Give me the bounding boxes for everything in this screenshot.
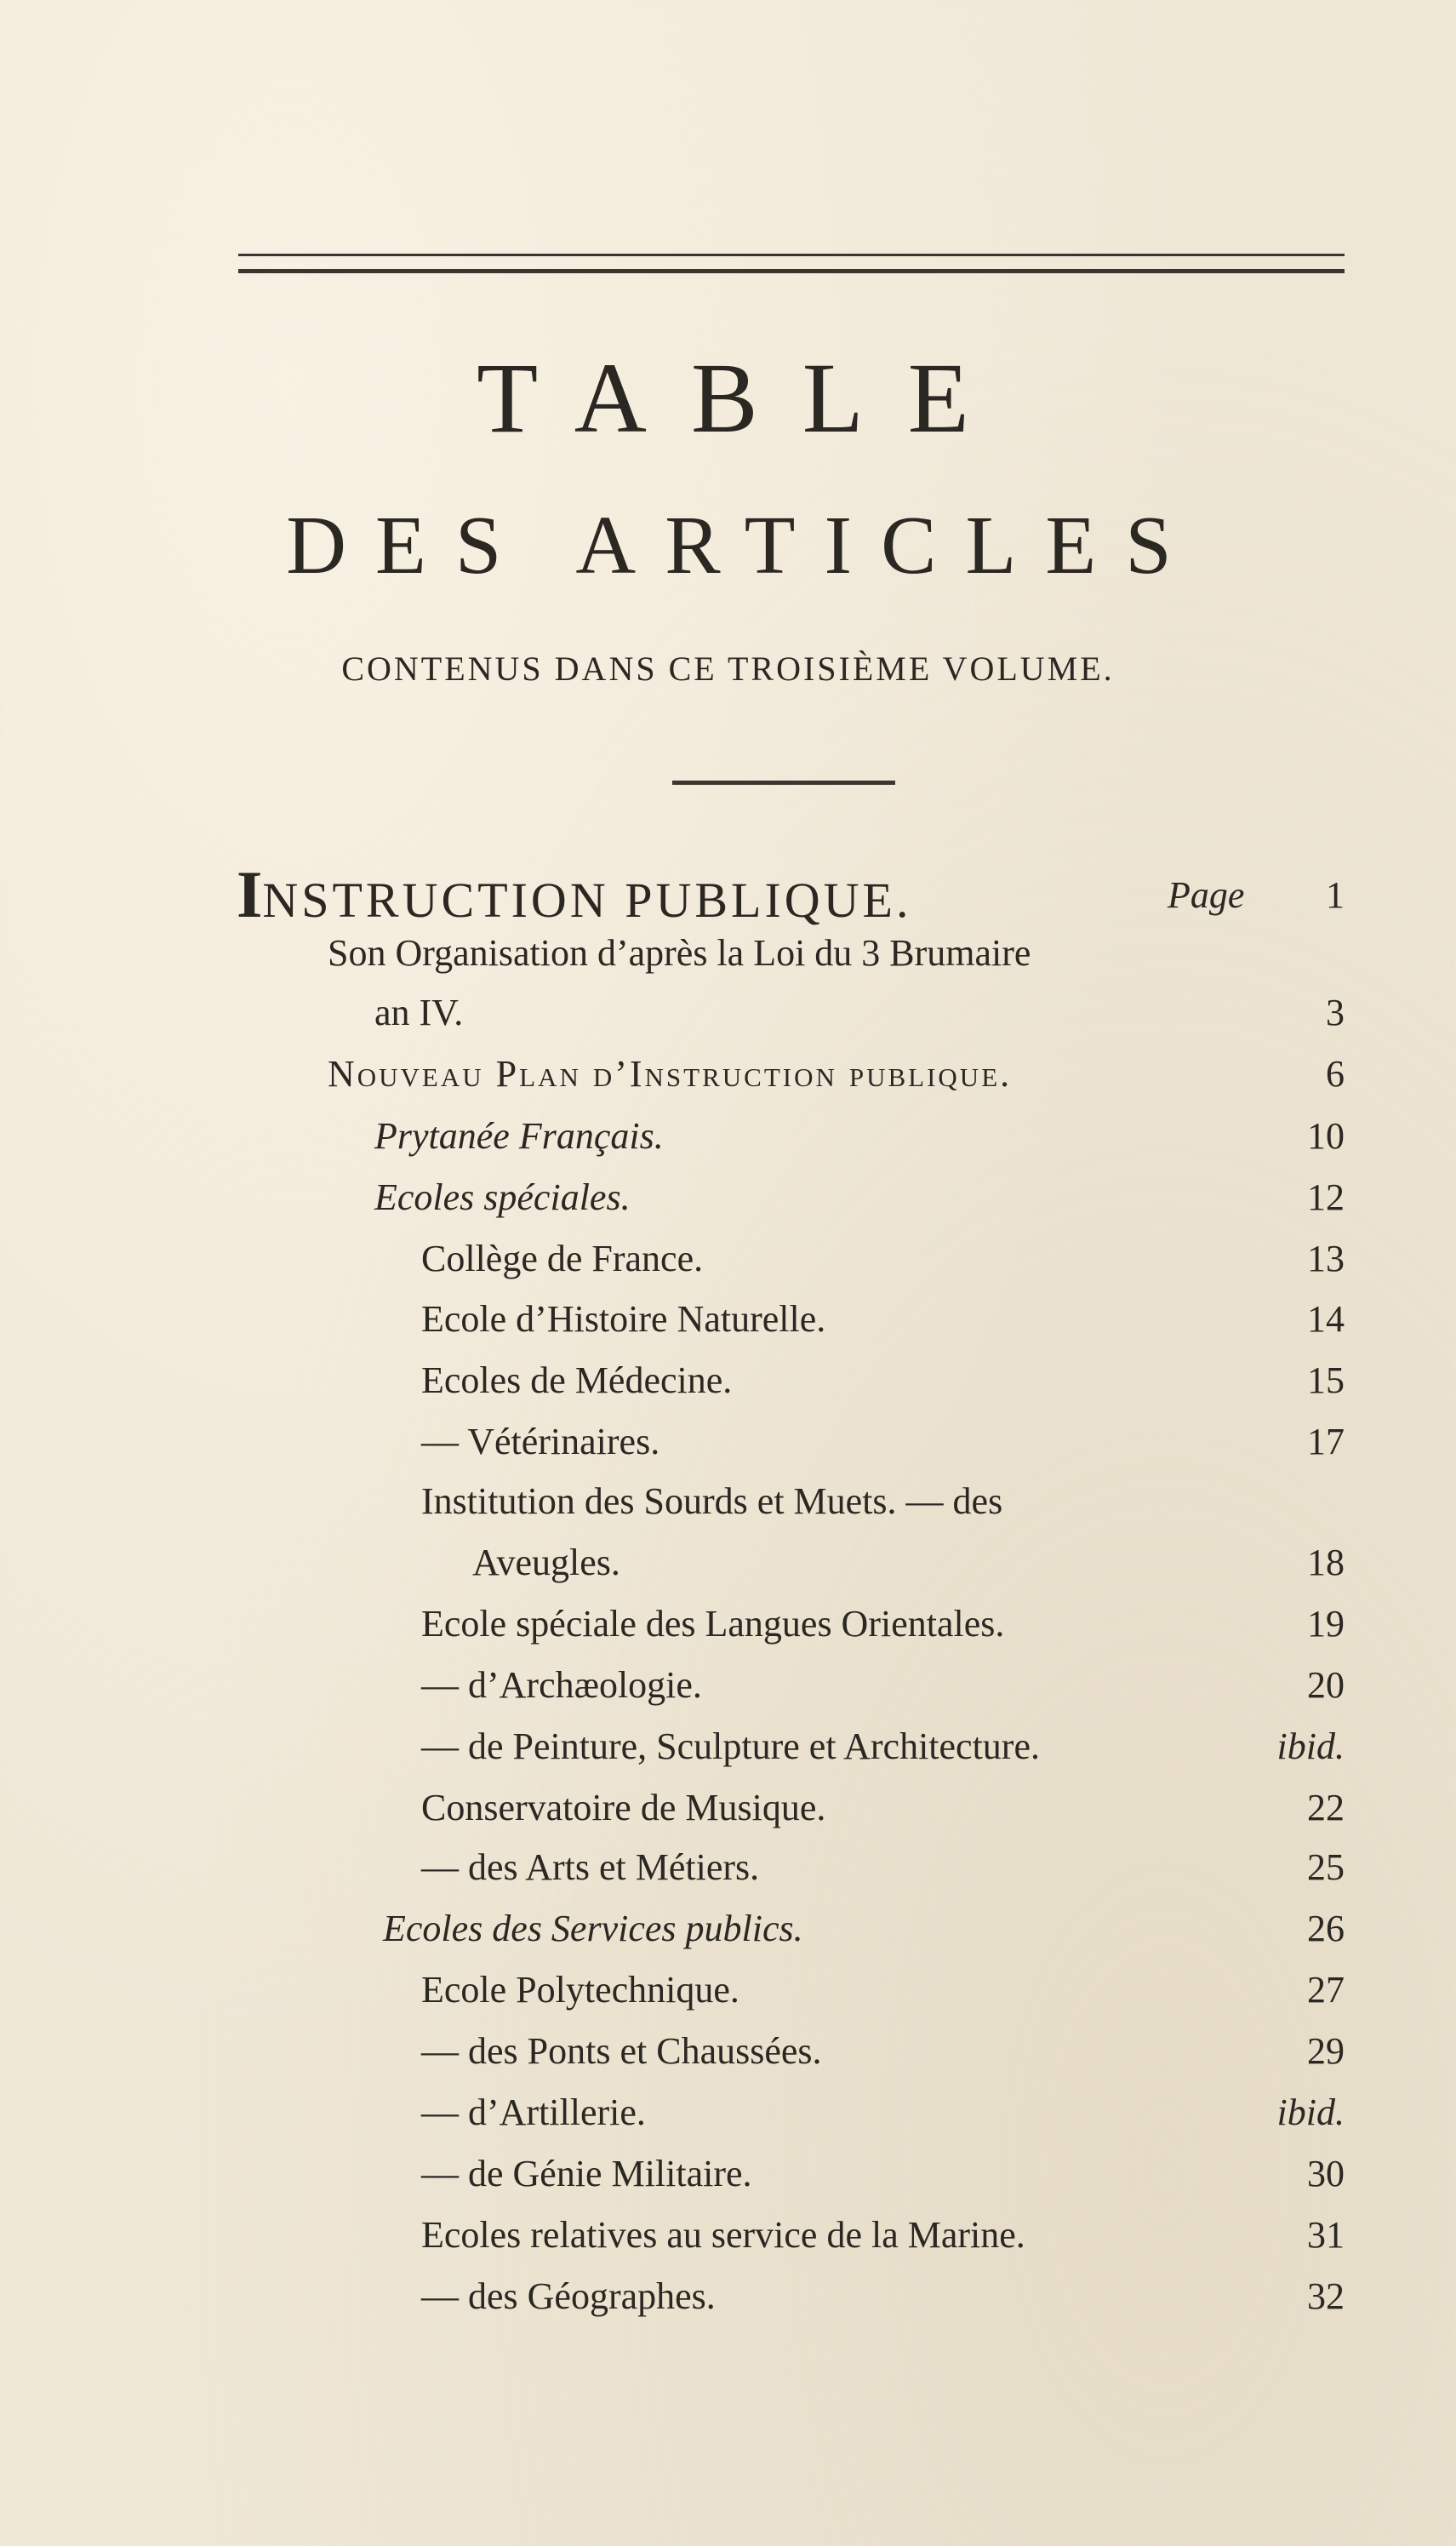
toc-entry: Conservatoire de Musique.: [421, 1787, 826, 1828]
toc-page-number: 17: [1307, 1421, 1345, 1462]
separator-rule: [672, 781, 895, 785]
toc-page-number: 31: [1307, 2214, 1345, 2256]
toc-page-number: 14: [1307, 1298, 1345, 1340]
toc-page-number: 1: [1326, 874, 1345, 916]
toc-page-number: 18: [1307, 1542, 1345, 1583]
page-subtitle: DES ARTICLES: [286, 500, 1201, 592]
page-title: TABLE: [477, 342, 1013, 454]
toc-page-number: 30: [1307, 2153, 1345, 2194]
toc-entry: Ecole Polytechnique.: [421, 1969, 739, 2011]
toc-page-number: 6: [1326, 1053, 1345, 1095]
toc-page-number: 25: [1307, 1846, 1345, 1888]
toc-entry: — d’Artillerie.: [421, 2091, 646, 2133]
toc-page-number: 32: [1307, 2275, 1345, 2317]
toc-entry: an IV.: [374, 992, 464, 1033]
volume-note: CONTENUS DANS CE TROISIÈME VOLUME.: [341, 649, 1115, 688]
toc-page-number: 26: [1307, 1908, 1345, 1949]
toc-entry: Ecoles relatives au service de la Marine.: [421, 2214, 1025, 2256]
toc-page-number: 27: [1307, 1969, 1345, 2011]
toc-entry-nouveau-plan: Nouveau Plan d’Instruction publique.: [328, 1053, 1013, 1095]
toc-page-number: ibid.: [1276, 2091, 1345, 2133]
page-label: Page: [1168, 874, 1245, 916]
top-rule-thick: [238, 269, 1345, 273]
toc-entry: — des Arts et Métiers.: [421, 1846, 760, 1888]
drop-cap: I: [237, 857, 263, 931]
toc-page-number: 3: [1326, 992, 1345, 1033]
toc-entry: — des Ponts et Chaussées.: [421, 2030, 822, 2072]
toc-entry: Ecoles de Médecine.: [421, 1359, 733, 1401]
toc-entry: — d’Archæologie.: [421, 1664, 702, 1706]
toc-entry: Institution des Sourds et Muets. — des: [421, 1480, 1003, 1522]
toc-entry: — des Géographes.: [421, 2275, 716, 2317]
toc-page-number: 12: [1307, 1176, 1345, 1218]
toc-entry: Ecoles des Services publics.: [383, 1908, 803, 1949]
toc-page-number: 15: [1307, 1359, 1345, 1401]
toc-entry: Ecoles spéciales.: [374, 1176, 631, 1218]
toc-page-number: 29: [1307, 2030, 1345, 2072]
toc-entry: Son Organisation d’après la Loi du 3 Brumaire: [328, 932, 1031, 974]
toc-entry: Collège de France.: [421, 1238, 704, 1279]
toc-page-number: 20: [1307, 1664, 1345, 1706]
toc-entry: — de Peinture, Sculpture et Architecture.: [421, 1725, 1040, 1767]
toc-entry-instruction-publique: [237, 857, 912, 931]
toc-page-number: 19: [1307, 1603, 1345, 1645]
toc-entry: — de Génie Militaire.: [421, 2153, 752, 2194]
toc-page-number: ibid.: [1276, 1725, 1345, 1767]
toc-page-number: 10: [1307, 1115, 1345, 1157]
top-rule-thin: [238, 254, 1345, 256]
toc-entry: Ecole d’Histoire Naturelle.: [421, 1298, 826, 1340]
toc-page-number: 13: [1307, 1238, 1345, 1279]
toc-entry: Ecole spéciale des Langues Orientales.: [421, 1603, 1005, 1645]
toc-entry: Aveugles.: [472, 1542, 620, 1583]
toc-entry: — Vétérinaires.: [421, 1421, 660, 1462]
toc-page-number: 22: [1307, 1787, 1345, 1828]
toc-entry: Prytanée Français.: [374, 1115, 664, 1157]
toc-entry-text: NSTRUCTION PUBLIQUE.: [262, 873, 912, 928]
